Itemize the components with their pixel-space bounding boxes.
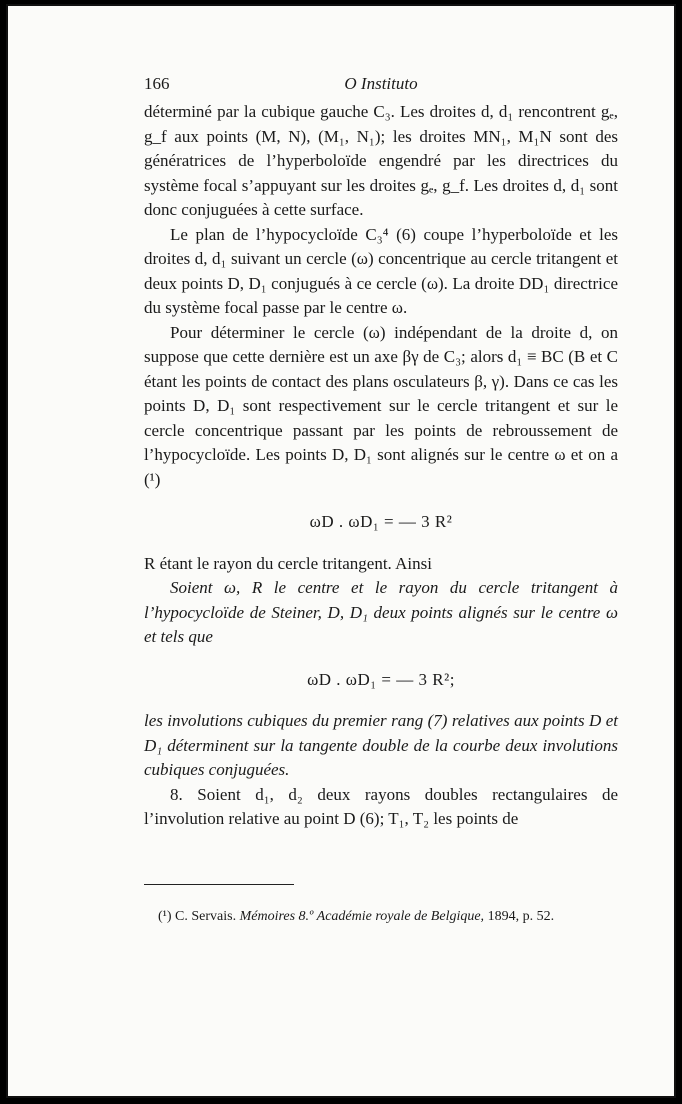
formula-1: ωD . ωD₁ = — 3 R² — [309, 512, 453, 531]
paragraph-3: Pour déterminer le cercle (ω) indépendant de la droite d, on suppose que cette dernière est un axe βγ de C₃; alors d₁ ≡ BC (B et C étant les points de contact des plans osculateurs β, γ). Dans ce cas les points D, D₁ sont respectivement sur le cercle tritangent et sur le cercle concentrique passant par les points de rebroussement de l’hypocycloïde. Les points D, D₁ sont alignés sur le centre ω et on a (¹) — [144, 322, 618, 489]
page-number: 166 — [144, 74, 170, 93]
footnote-details: 1894, p. 52. — [487, 909, 555, 924]
paragraph-5: 8. Soient d₁, d₂ deux rayons doubles rectangulaires de l’involution relative au point D (6); T₁, T₂ les points de — [144, 784, 618, 828]
document-page — [6, 4, 676, 1098]
page-text — [144, 68, 618, 832]
running-title: O Instituto — [344, 74, 418, 93]
formula-2: ωD . ωD₁ = — 3 R²; — [307, 669, 455, 689]
paragraph-4: R étant le rayon du cercle tritangent. Ainsi — [144, 553, 432, 573]
footnote-source: Mémoires 8.º Académie royale de Belgique, — [239, 909, 485, 924]
footnote-separator — [144, 884, 294, 885]
footnote-marker: (¹) — [158, 909, 172, 924]
paragraph-2: Le plan de l’hypocycloïde C₃⁴ (6) coupe l’hyperboloïde et les droites d, d₁ suivant un cercle (ω) concentrique au cercle tritangent et deux points D, D₁ conjugués à ce cercle (ω). La droite DD₁ directrice du système focal passe par le centre ω. — [144, 224, 618, 317]
paragraph-1: déterminé par la cubique gauche C₃. Les droites d, d₁ rencontrent gₑ, g_f aux points (M, N), (M₁, N₁); les droites MN₁, M₁N sont des génératrices de l’hyperboloïde engendré par les directrices du système focal s’appuyant sur les droites gₑ, g_f. Les droites d, d₁ sont donc conjuguées à cette surface. — [144, 102, 618, 219]
theorem-2: les involutions cubiques du premier rang (7) relatives aux points D et D₁ déterminent sur la tangente double de la courbe deux involutions cubiques conjuguées. — [144, 711, 618, 779]
footnote-author: C. Servais. — [175, 909, 237, 924]
page-header — [144, 68, 618, 100]
theorem-1: Soient ω, R le centre et le rayon du cercle tritangent à l’hypocycloïde de Steiner, D, D₁ deux points alignés sur le centre ω et tels que — [144, 578, 618, 646]
footnote — [158, 908, 628, 926]
